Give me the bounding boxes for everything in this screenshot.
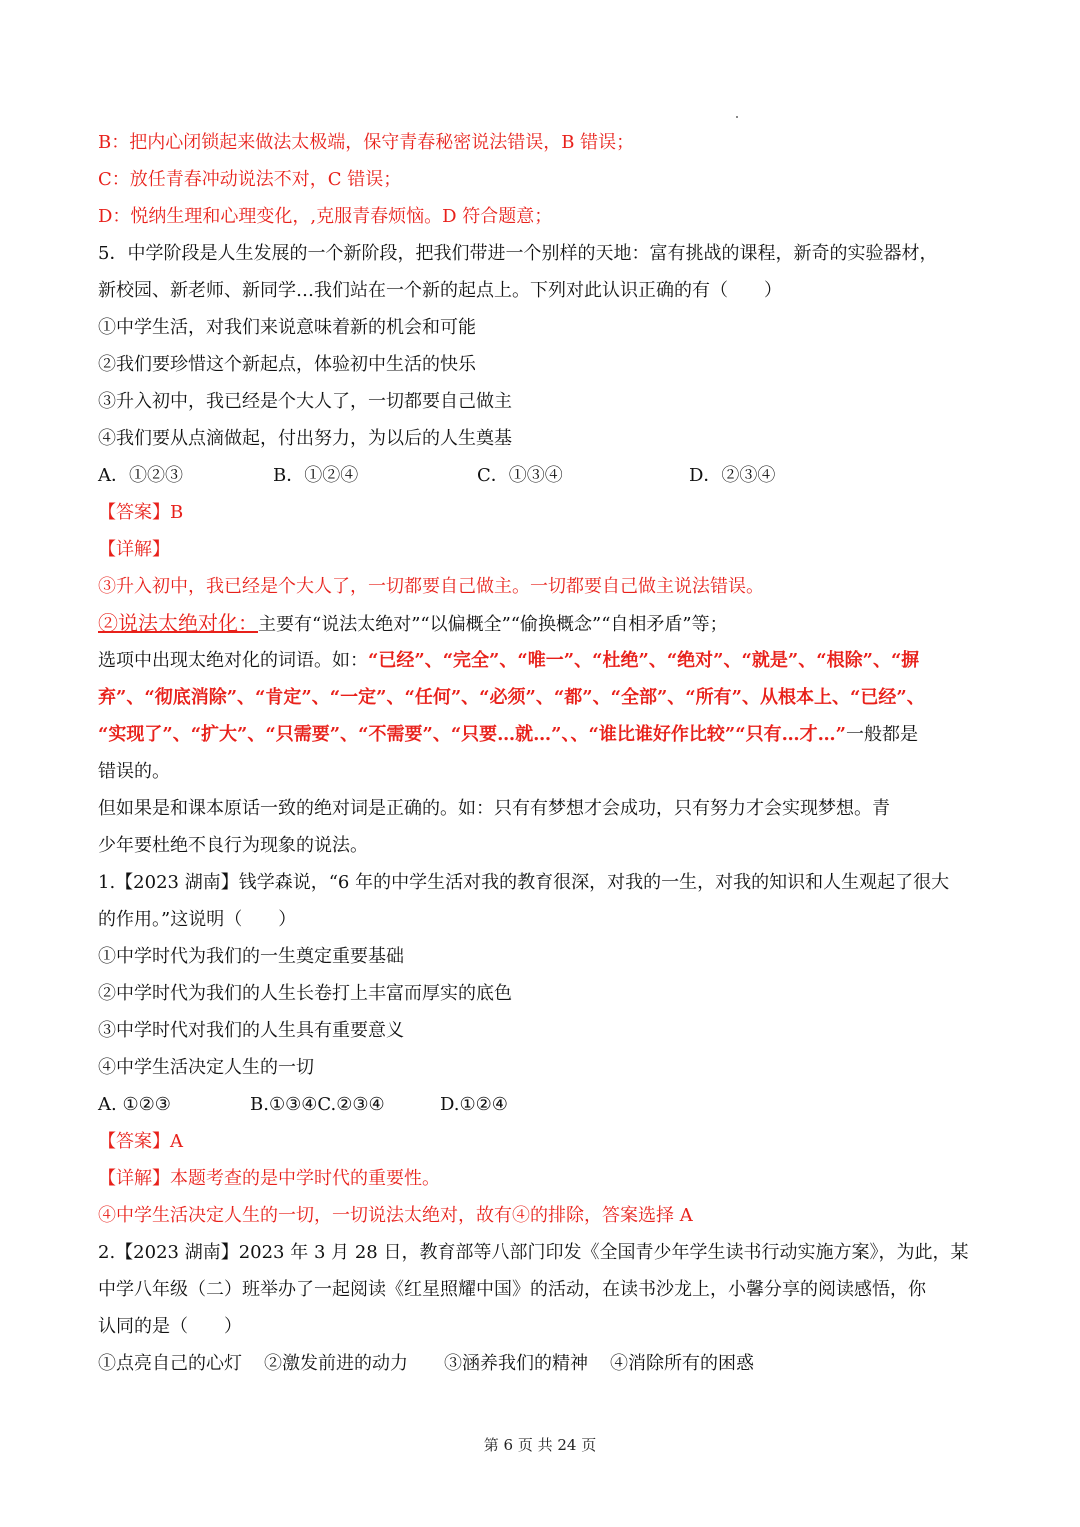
ex1-option-bc: B.①③④C.②③④ bbox=[250, 1094, 385, 1115]
ex1-option-d: D.①②④ bbox=[440, 1094, 508, 1115]
tip-absolute-words-1: “已经”、“完全”、“唯一”、“杜绝”、“绝对”、“就是”、“根除”、“摒 bbox=[368, 650, 920, 671]
ex1-item-3: ③中学时代对我们的人生具有重要意义 bbox=[98, 1020, 404, 1041]
ex1-item-1: ①中学时代为我们的一生奠定重要基础 bbox=[98, 946, 404, 967]
tip-heading-line bbox=[98, 605, 984, 642]
page-content bbox=[98, 124, 984, 1382]
ex2-stem-line3: 认同的是（ ） bbox=[98, 1316, 242, 1337]
q5-option-c: C．①③④ bbox=[477, 465, 563, 486]
tip-para1-intro: 选项中出现太绝对化的词语。如： bbox=[98, 650, 368, 671]
tip-heading-rest: 主要有“说法太绝对”“以偏概全”“偷换概念”“自相矛盾”等； bbox=[258, 614, 728, 635]
speck bbox=[736, 116, 738, 118]
tip-heading: ②说法太绝对化： bbox=[98, 611, 258, 635]
q5-option-b: B．①②④ bbox=[273, 465, 359, 486]
q5-options bbox=[98, 457, 984, 494]
tip-absolute-words-2: 弃”、“彻底消除”、“肯定”、“一定”、“任何”、“必须”、“都”、“全部”、“所有”、从根本上、“已经”、 bbox=[98, 687, 925, 708]
ex1-stem-line2: 的作用。”这说明（ ） bbox=[98, 909, 297, 930]
ex2-item-3: ③涵养我们的精神 bbox=[444, 1353, 588, 1374]
ex2-item-4: ④消除所有的困惑 bbox=[610, 1353, 754, 1374]
prev-explanation-d: D：悦纳生理和心理变化，,克服青春烦恼。D 符合题意； bbox=[98, 206, 553, 227]
q5-stem-line1: 5．中学阶段是人生发展的一个新阶段，把我们带进一个别样的天地：富有挑战的课程，新奇的实验器材， bbox=[98, 243, 938, 264]
tip-para1-end: 错误的。 bbox=[98, 761, 170, 782]
q5-item-1: ①中学生活，对我们来说意味着新的机会和可能 bbox=[98, 317, 476, 338]
q5-option-d: D．②③④ bbox=[689, 465, 776, 486]
tip-para2-line2: 少年要杜绝不良行为现象的说法。 bbox=[98, 835, 368, 856]
page-footer: 第 6 页 共 24 页 bbox=[483, 1436, 597, 1454]
tip-absolute-words-3: “实现了”、“扩大”、“只需要”、“不需要”、“只要…就…”、、“谁比谁好作比较”“只有…才…” bbox=[98, 724, 846, 745]
ex1-option-a: A. ①②③ bbox=[98, 1094, 171, 1115]
q5-detail-text: ③升入初中，我已经是个大人了，一切都要自己做主。一切都要自己做主说法错误。 bbox=[98, 576, 764, 597]
q5-detail-label: 【详解】 bbox=[98, 539, 170, 560]
prev-explanation-b: B：把内心闭锁起来做法太极端，保守青春秘密说法错误，B 错误； bbox=[98, 132, 635, 153]
ex1-answer: 【答案】A bbox=[98, 1131, 183, 1152]
q5-stem-line2: 新校园、新老师、新同学…我们站在一个新的起点上。下列对此认识正确的有（ ） bbox=[98, 280, 782, 301]
ex1-item-4: ④中学生活决定人生的一切 bbox=[98, 1057, 314, 1078]
q5-item-4: ④我们要从点滴做起，付出努力，为以后的人生奠基 bbox=[98, 428, 512, 449]
q5-item-3: ③升入初中，我已经是个大人了，一切都要自己做主 bbox=[98, 391, 512, 412]
ex1-detail: 【详解】本题考查的是中学时代的重要性。 bbox=[98, 1168, 440, 1189]
prev-explanation-c: C：放任青春冲动说法不对，C 错误； bbox=[98, 169, 402, 190]
ex2-stem-line1: 2.【2023 湖南】2023 年 3 月 28 日，教育部等八部门印发《全国青少年学生读书行动实施方案》，为此，某 bbox=[98, 1242, 969, 1263]
tip-para2-line1: 但如果是和课本原话一致的绝对词是正确的。如：只有有梦想才会成功，只有努力才会实现梦想。青 bbox=[98, 798, 890, 819]
q5-item-2: ②我们要珍惜这个新起点，体验初中生活的快乐 bbox=[98, 354, 476, 375]
ex2-item-2: ②激发前进的动力 bbox=[264, 1353, 408, 1374]
tip-para1-line1 bbox=[98, 642, 984, 679]
q5-answer: 【答案】B bbox=[98, 502, 184, 523]
tip-para1-line3 bbox=[98, 716, 984, 753]
ex1-item-2: ②中学时代为我们的人生长卷打上丰富而厚实的底色 bbox=[98, 983, 512, 1004]
ex2-stem-line2: 中学八年级（二）班举办了一起阅读《红星照耀中国》的活动，在读书沙龙上，小馨分享的阅读感悟，你 bbox=[98, 1279, 926, 1300]
ex1-stem-line1: 1.【2023 湖南】钱学森说，“6 年的中学生活对我的教育很深，对我的一生，对我的知识和人生观起了很大 bbox=[98, 872, 950, 893]
tip-para1-tail: 一般都是 bbox=[845, 724, 918, 745]
ex1-options bbox=[98, 1086, 984, 1123]
ex2-items bbox=[98, 1345, 984, 1382]
ex1-detail-2: ④中学生活决定人生的一切，一切说法太绝对，故有④的排除，答案选择 A bbox=[98, 1205, 693, 1226]
q5-option-a: A．①②③ bbox=[98, 465, 183, 486]
ex2-item-1: ①点亮自己的心灯 bbox=[98, 1353, 242, 1374]
